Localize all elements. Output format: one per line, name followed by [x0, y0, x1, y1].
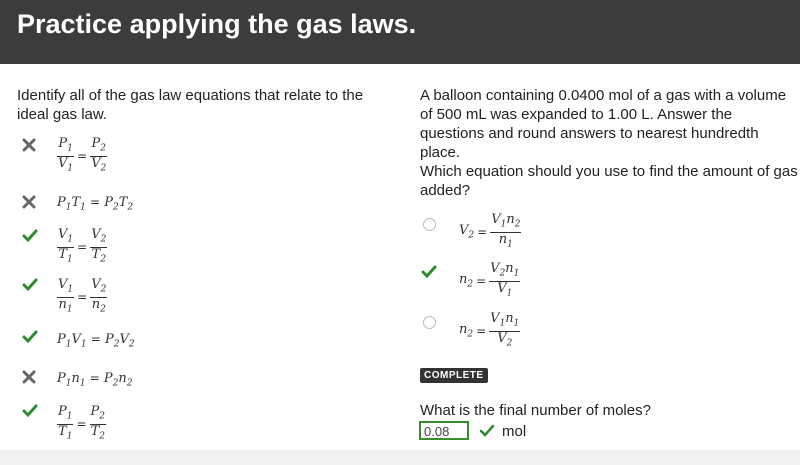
- correct-check-icon: [22, 404, 40, 422]
- equation-p1t1-p2t2-ratio: $\frac{P_1}{T_1}$ = $\frac{P_2}{T_2}$: [58, 404, 106, 442]
- problem-question: Which equation should you use to find the amount of gas added?: [420, 163, 798, 199]
- equation-p1v1-p2v2: $\frac{P_1}{V_1}$ = $\frac{P_2}{V_2}$: [58, 136, 107, 174]
- correct-check-icon: [421, 265, 439, 283]
- problem-statement: A balloon containing 0.0400 mol of a gas with a volume of 500 mL was expanded to 1.00 L. Answer the questions and round answers to nearest hundredth place.: [420, 87, 787, 161]
- left-question-text: Identify all of the gas law equations that relate to the ideal gas law.: [17, 87, 364, 123]
- right-question-text: [420, 86, 800, 200]
- equation-v2-choice: $V_2$ = $\frac{V_1n_2}{n_1}$: [459, 212, 521, 250]
- equation-n2-choice-a: $n_2$ = $\frac{V_2n_1}{V_1}$: [459, 261, 520, 299]
- answer-unit: mol: [502, 423, 527, 440]
- status-badge: COMPLETE: [420, 368, 488, 383]
- equation-p1t1-p2t2: $P_1T_1 = P_2T_2$: [57, 195, 134, 213]
- answer-input[interactable]: 0.08: [419, 421, 469, 440]
- page-header: [0, 0, 800, 64]
- question-final-moles: What is the final number of moles?: [420, 402, 651, 419]
- equation-p1v1-p2v2-product: $P_1V_1 = P_2V_2$: [57, 332, 135, 350]
- footer-bar: [0, 450, 800, 465]
- correct-check-icon: [479, 424, 497, 442]
- page-title: Practice applying the gas laws.: [17, 9, 417, 39]
- correct-check-icon: [22, 330, 40, 348]
- equation-v1n1-v2n2: $\frac{V_1}{n_1}$ = $\frac{V_2}{n_2}$: [58, 277, 107, 315]
- equation-p1n1-p2n2: $P_1n_1 = P_2n_2$: [57, 371, 133, 389]
- correct-check-icon: [22, 229, 40, 247]
- correct-check-icon: [22, 278, 40, 296]
- incorrect-x-icon: [22, 138, 40, 156]
- equation-n2-choice-b: $n_2$ = $\frac{V_1n_1}{V_2}$: [459, 311, 520, 349]
- incorrect-x-icon: [22, 370, 40, 388]
- incorrect-x-icon: [22, 195, 40, 213]
- radio-choice-1[interactable]: [423, 218, 436, 231]
- radio-choice-3[interactable]: [423, 316, 436, 329]
- equation-v1t1-v2t2: $\frac{V_1}{T_1}$ = $\frac{V_2}{T_2}$: [58, 227, 107, 265]
